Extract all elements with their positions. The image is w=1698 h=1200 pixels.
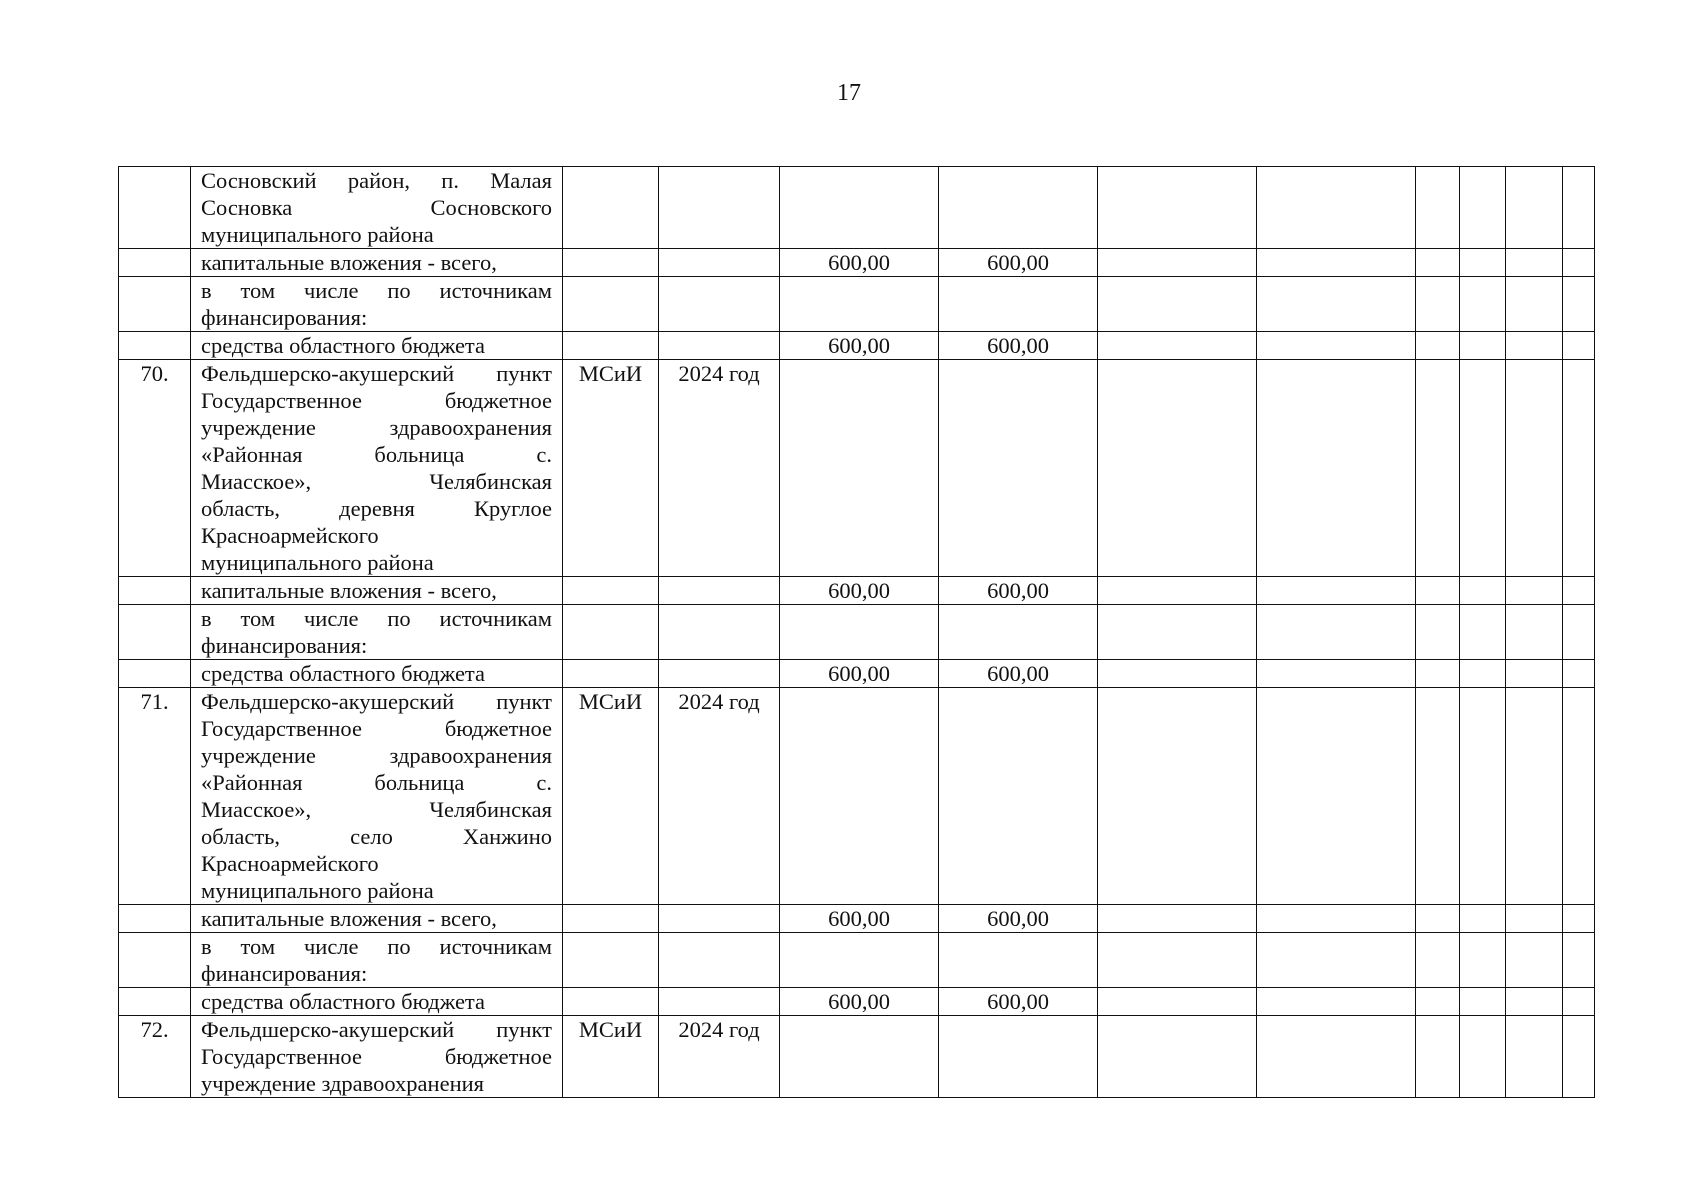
object-name-line: Красноармейского <box>201 523 379 548</box>
empty-cell <box>1098 688 1257 905</box>
amount-total-cell: 600,00 <box>780 660 939 688</box>
empty-cell <box>1257 933 1416 988</box>
empty-cell <box>1506 277 1563 332</box>
empty-cell <box>1257 905 1416 933</box>
amount-total-cell: 600,00 <box>780 577 939 605</box>
empty-cell <box>1416 249 1460 277</box>
empty-cell <box>1460 249 1506 277</box>
empty-cell <box>1460 360 1506 577</box>
row-number <box>119 332 191 360</box>
amount-total-cell: 600,00 <box>780 332 939 360</box>
object-name-line: финансирования: <box>201 633 368 658</box>
empty-cell <box>1416 933 1460 988</box>
empty-cell <box>1257 332 1416 360</box>
amount-total-cell <box>780 605 939 660</box>
empty-cell <box>1506 905 1563 933</box>
row-number <box>119 277 191 332</box>
object-name-cell: капитальные вложения - всего, <box>191 905 563 933</box>
empty-cell <box>1416 332 1460 360</box>
object-name-cell <box>191 1016 563 1098</box>
responsible-cell: МСиИ <box>563 1016 659 1098</box>
empty-cell <box>1460 605 1506 660</box>
amount-year-cell <box>939 167 1098 249</box>
table-row <box>119 1016 1595 1098</box>
period-cell <box>659 167 780 249</box>
table-body <box>119 167 1595 1098</box>
object-name-line: муниципального района <box>201 222 434 247</box>
object-name-cell: средства областного бюджета <box>191 988 563 1016</box>
object-name-line: учреждение здравоохранения <box>201 1071 484 1096</box>
empty-cell <box>1416 905 1460 933</box>
empty-cell <box>1563 905 1595 933</box>
empty-cell <box>1563 1016 1595 1098</box>
object-name-line: финансирования: <box>201 961 368 986</box>
object-name-line: муниципального района <box>201 550 434 575</box>
empty-cell <box>1506 249 1563 277</box>
object-name-line: учреждение здравоохранения <box>201 415 552 440</box>
object-name-line: Фельдшерско-акушерский пункт <box>201 1017 552 1042</box>
period-cell <box>659 905 780 933</box>
row-number <box>119 167 191 249</box>
empty-cell <box>1416 660 1460 688</box>
empty-cell <box>1098 605 1257 660</box>
amount-year-cell <box>939 1016 1098 1098</box>
empty-cell <box>1506 988 1563 1016</box>
empty-cell <box>1563 332 1595 360</box>
period-cell <box>659 577 780 605</box>
empty-cell <box>1460 277 1506 332</box>
object-name-cell: капитальные вложения - всего, <box>191 249 563 277</box>
object-name-cell: средства областного бюджета <box>191 332 563 360</box>
object-name-cell <box>191 688 563 905</box>
empty-cell <box>1563 277 1595 332</box>
empty-cell <box>1563 688 1595 905</box>
empty-cell <box>1098 1016 1257 1098</box>
page-number: 17 <box>837 80 861 106</box>
empty-cell <box>1257 1016 1416 1098</box>
empty-cell <box>1098 905 1257 933</box>
amount-year-cell: 600,00 <box>939 660 1098 688</box>
empty-cell <box>1563 605 1595 660</box>
table-row <box>119 660 1595 688</box>
empty-cell <box>1098 933 1257 988</box>
empty-cell <box>1416 277 1460 332</box>
empty-cell <box>1460 1016 1506 1098</box>
empty-cell <box>1098 360 1257 577</box>
amount-total-cell <box>780 277 939 332</box>
empty-cell <box>1460 577 1506 605</box>
period-cell <box>659 249 780 277</box>
responsible-cell <box>563 933 659 988</box>
responsible-cell: МСиИ <box>563 360 659 577</box>
empty-cell <box>1460 167 1506 249</box>
period-cell <box>659 660 780 688</box>
empty-cell <box>1098 577 1257 605</box>
object-name-line: Государственное бюджетное <box>201 388 552 413</box>
table-row <box>119 905 1595 933</box>
empty-cell <box>1257 988 1416 1016</box>
row-number: 71. <box>119 688 191 905</box>
empty-cell <box>1416 605 1460 660</box>
responsible-cell <box>563 577 659 605</box>
row-number <box>119 660 191 688</box>
row-number <box>119 605 191 660</box>
object-name-line: учреждение здравоохранения <box>201 743 552 768</box>
empty-cell <box>1563 577 1595 605</box>
object-name-cell <box>191 933 563 988</box>
table-row <box>119 167 1595 249</box>
amount-year-cell: 600,00 <box>939 249 1098 277</box>
amount-total-cell: 600,00 <box>780 249 939 277</box>
empty-cell <box>1506 605 1563 660</box>
empty-cell <box>1098 277 1257 332</box>
amount-year-cell <box>939 277 1098 332</box>
object-name-line: Миасское», Челябинская <box>201 797 552 822</box>
empty-cell <box>1257 249 1416 277</box>
empty-cell <box>1257 360 1416 577</box>
capital-investment-table <box>118 166 1595 1098</box>
empty-cell <box>1257 577 1416 605</box>
empty-cell <box>1416 988 1460 1016</box>
empty-cell <box>1257 660 1416 688</box>
empty-cell <box>1460 905 1506 933</box>
amount-total-cell: 600,00 <box>780 905 939 933</box>
amount-total-cell <box>780 360 939 577</box>
period-cell: 2024 год <box>659 1016 780 1098</box>
empty-cell <box>1257 688 1416 905</box>
empty-cell <box>1563 167 1595 249</box>
amount-total-cell <box>780 688 939 905</box>
object-name-line: «Районная больница с. <box>201 442 552 467</box>
object-name-line: в том числе по источникам <box>201 934 552 959</box>
empty-cell <box>1563 249 1595 277</box>
object-name-line: область, деревня Круглое <box>201 496 552 521</box>
amount-year-cell: 600,00 <box>939 577 1098 605</box>
object-name-cell <box>191 167 563 249</box>
empty-cell <box>1506 360 1563 577</box>
object-name-cell: средства областного бюджета <box>191 660 563 688</box>
object-name-line: муниципального района <box>201 878 434 903</box>
empty-cell <box>1563 988 1595 1016</box>
empty-cell <box>1506 1016 1563 1098</box>
row-number <box>119 249 191 277</box>
object-name-line: область, село Ханжино <box>201 824 552 849</box>
amount-year-cell <box>939 605 1098 660</box>
empty-cell <box>1257 167 1416 249</box>
object-name-line: Красноармейского <box>201 851 379 876</box>
object-name-line: Сосновский район, п. Малая <box>201 168 552 193</box>
table-row <box>119 277 1595 332</box>
table-row <box>119 688 1595 905</box>
empty-cell <box>1098 660 1257 688</box>
empty-cell <box>1506 167 1563 249</box>
table-row <box>119 933 1595 988</box>
empty-cell <box>1257 277 1416 332</box>
responsible-cell <box>563 905 659 933</box>
object-name-line: Фельдшерско-акушерский пункт <box>201 361 552 386</box>
responsible-cell: МСиИ <box>563 688 659 905</box>
amount-total-cell <box>780 167 939 249</box>
period-cell: 2024 год <box>659 688 780 905</box>
table-row <box>119 360 1595 577</box>
responsible-cell <box>563 988 659 1016</box>
row-number <box>119 905 191 933</box>
amount-year-cell <box>939 933 1098 988</box>
period-cell <box>659 277 780 332</box>
empty-cell <box>1460 933 1506 988</box>
empty-cell <box>1563 660 1595 688</box>
object-name-line: Фельдшерско-акушерский пункт <box>201 689 552 714</box>
row-number <box>119 933 191 988</box>
table-row <box>119 577 1595 605</box>
empty-cell <box>1506 577 1563 605</box>
table-row <box>119 988 1595 1016</box>
responsible-cell <box>563 660 659 688</box>
table-row <box>119 332 1595 360</box>
amount-year-cell <box>939 688 1098 905</box>
row-number <box>119 988 191 1016</box>
empty-cell <box>1416 167 1460 249</box>
period-cell <box>659 332 780 360</box>
amount-year-cell: 600,00 <box>939 905 1098 933</box>
empty-cell <box>1563 933 1595 988</box>
empty-cell <box>1098 167 1257 249</box>
period-cell <box>659 605 780 660</box>
responsible-cell <box>563 332 659 360</box>
amount-year-cell <box>939 360 1098 577</box>
amount-total-cell <box>780 933 939 988</box>
empty-cell <box>1506 332 1563 360</box>
object-name-cell <box>191 605 563 660</box>
object-name-cell <box>191 360 563 577</box>
row-number: 70. <box>119 360 191 577</box>
empty-cell <box>1506 933 1563 988</box>
empty-cell <box>1416 577 1460 605</box>
responsible-cell <box>563 249 659 277</box>
object-name-line: Миасское», Челябинская <box>201 469 552 494</box>
responsible-cell <box>563 277 659 332</box>
object-name-line: «Районная больница с. <box>201 770 552 795</box>
object-name-line: в том числе по источникам <box>201 606 552 631</box>
period-cell <box>659 933 780 988</box>
empty-cell <box>1563 360 1595 577</box>
object-name-line: Государственное бюджетное <box>201 716 552 741</box>
empty-cell <box>1098 332 1257 360</box>
object-name-line: Государственное бюджетное <box>201 1044 552 1069</box>
object-name-cell <box>191 277 563 332</box>
empty-cell <box>1416 1016 1460 1098</box>
period-cell <box>659 988 780 1016</box>
table-row <box>119 249 1595 277</box>
object-name-line: Сосновка Сосновского <box>201 195 552 220</box>
responsible-cell <box>563 167 659 249</box>
empty-cell <box>1460 988 1506 1016</box>
empty-cell <box>1098 249 1257 277</box>
empty-cell <box>1416 688 1460 905</box>
empty-cell <box>1257 605 1416 660</box>
empty-cell <box>1460 332 1506 360</box>
row-number <box>119 577 191 605</box>
responsible-cell <box>563 605 659 660</box>
object-name-line: в том числе по источникам <box>201 278 552 303</box>
amount-total-cell: 600,00 <box>780 988 939 1016</box>
empty-cell <box>1098 988 1257 1016</box>
object-name-cell: капитальные вложения - всего, <box>191 577 563 605</box>
empty-cell <box>1460 660 1506 688</box>
amount-year-cell: 600,00 <box>939 332 1098 360</box>
empty-cell <box>1460 688 1506 905</box>
object-name-line: финансирования: <box>201 305 368 330</box>
table-row <box>119 605 1595 660</box>
amount-year-cell: 600,00 <box>939 988 1098 1016</box>
empty-cell <box>1506 688 1563 905</box>
empty-cell <box>1506 660 1563 688</box>
row-number: 72. <box>119 1016 191 1098</box>
amount-total-cell <box>780 1016 939 1098</box>
period-cell: 2024 год <box>659 360 780 577</box>
empty-cell <box>1416 360 1460 577</box>
